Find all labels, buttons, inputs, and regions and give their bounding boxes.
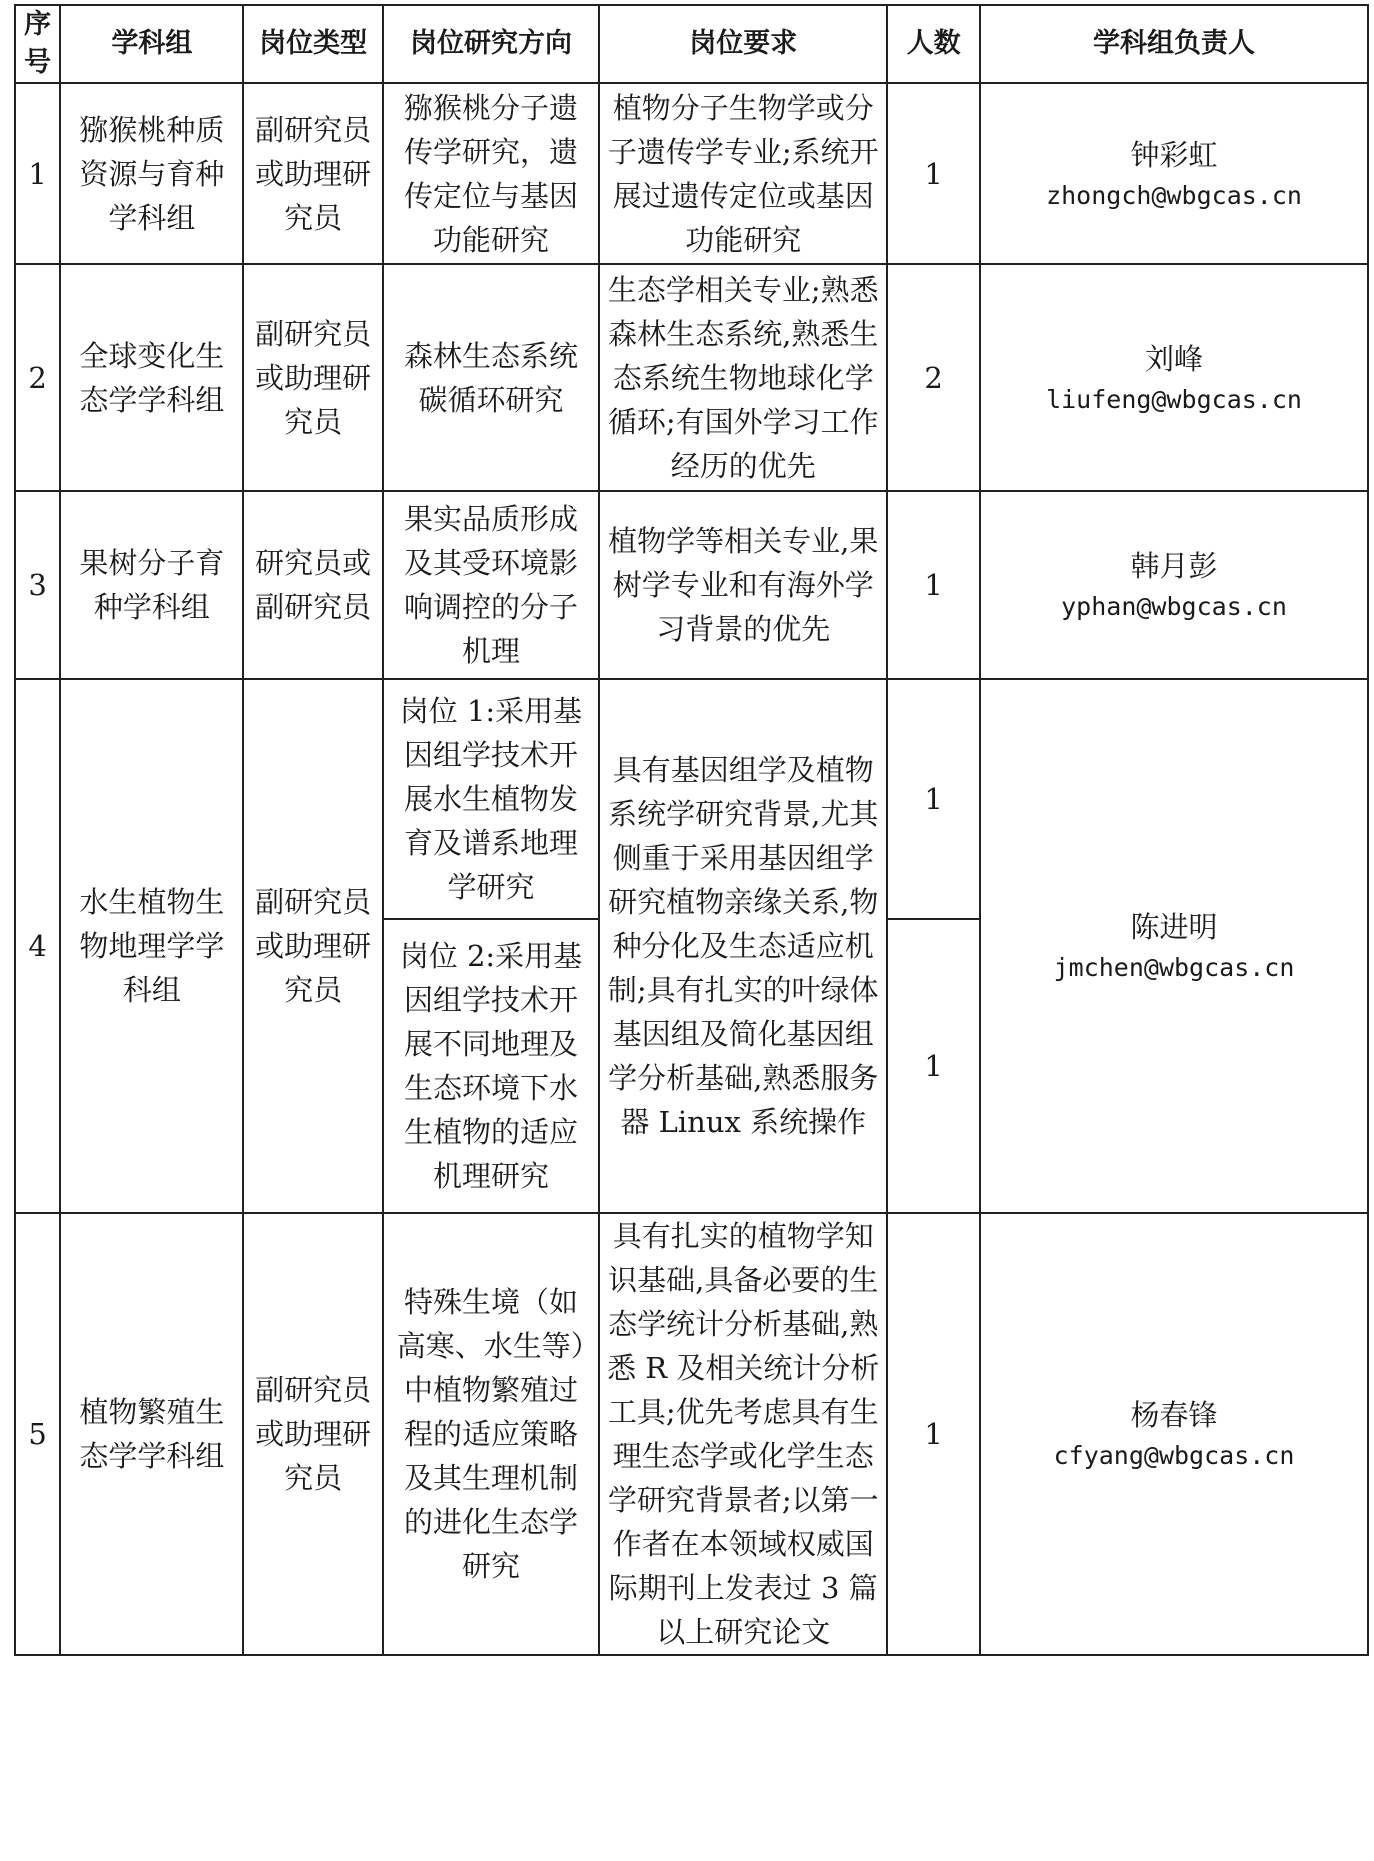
cell-type: 副研究员或助理研究员 <box>243 1213 382 1655</box>
cell-leader <box>980 83 1368 264</box>
table-row <box>15 491 1368 679</box>
cell-count: 1 <box>887 919 980 1213</box>
cell-type: 研究员或副研究员 <box>243 491 382 679</box>
recruitment-table <box>14 4 1369 1656</box>
header-row <box>15 5 1368 83</box>
cell-type: 副研究员或助理研究员 <box>243 83 382 264</box>
table-row <box>15 83 1368 264</box>
leader-name: 钟彩虹 <box>1130 137 1218 172</box>
header-group: 学科组 <box>60 5 243 83</box>
cell-requirement: 具有基因组学及植物系统学研究背景,尤其侧重于采用基因组学研究植物亲缘关系,物种分化及生态适应机制;具有扎实的叶绿体基因组及简化基因组学分析基础,熟悉服务器 Linux 系统操作 <box>599 679 887 1213</box>
leader-email: liufeng@wbgcas.cn <box>1046 384 1302 414</box>
cell-count: 1 <box>887 1213 980 1655</box>
cell-seq: 5 <box>15 1213 60 1655</box>
cell-direction: 果实品质形成及其受环境影响调控的分子机理 <box>383 491 600 679</box>
cell-group: 全球变化生态学学科组 <box>60 264 243 491</box>
cell-requirement: 植物学等相关专业,果树学专业和有海外学习背景的优先 <box>599 491 887 679</box>
cell-requirement: 具有扎实的植物学知识基础,具备必要的生态学统计分析基础,熟悉 R 及相关统计分析工具;优先考虑具有生理生态学或化学生态学研究背景者;以第一作者在本领域权威国际期刊上发表过 3 篇以上研究论文 <box>599 1213 887 1655</box>
cell-seq: 2 <box>15 264 60 491</box>
leader-name: 陈进明 <box>1130 910 1218 944</box>
cell-leader <box>980 491 1368 679</box>
cell-count: 1 <box>887 491 980 679</box>
leader-email: zhongch@wbgcas.cn <box>1046 180 1302 210</box>
header-count: 人数 <box>887 5 980 83</box>
cell-seq: 1 <box>15 83 60 264</box>
cell-direction: 猕猴桃分子遗传学研究，遗传定位与基因功能研究 <box>383 83 600 264</box>
leader-name: 韩月彭 <box>1130 549 1218 583</box>
header-seq: 序号 <box>15 5 60 83</box>
cell-leader <box>980 1213 1368 1655</box>
leader-email: jmchen@wbgcas.cn <box>1053 953 1295 982</box>
cell-direction: 森林生态系统碳循环研究 <box>383 264 600 491</box>
cell-direction: 岗位 1:采用基因组学技术开展水生植物发育及谱系地理学研究 <box>383 679 600 919</box>
cell-requirement: 植物分子生物学或分子遗传学专业;系统开展过遗传定位或基因功能研究 <box>599 83 887 264</box>
table-row <box>15 264 1368 491</box>
cell-seq: 3 <box>15 491 60 679</box>
cell-group: 水生植物生物地理学学科组 <box>60 679 243 1213</box>
cell-direction: 特殊生境（如高寒、水生等）中植物繁殖过程的适应策略及其生理机制的进化生态学研究 <box>383 1213 600 1655</box>
cell-count: 1 <box>887 679 980 919</box>
cell-group: 猕猴桃种质资源与育种学科组 <box>60 83 243 264</box>
header-type: 岗位类型 <box>243 5 382 83</box>
cell-group: 植物繁殖生态学学科组 <box>60 1213 243 1655</box>
table-row <box>15 679 1368 919</box>
cell-direction: 岗位 2:采用基因组学技术开展不同地理及生态环境下水生植物的适应机理研究 <box>383 919 600 1213</box>
header-requirement: 岗位要求 <box>599 5 887 83</box>
cell-seq: 4 <box>15 679 60 1213</box>
header-leader: 学科组负责人 <box>980 5 1368 83</box>
cell-type: 副研究员或助理研究员 <box>243 679 382 1213</box>
leader-email: cfyang@wbgcas.cn <box>1053 1441 1295 1470</box>
leader-name: 杨春锋 <box>1130 1398 1218 1432</box>
cell-leader <box>980 679 1368 1213</box>
cell-count: 2 <box>887 264 980 491</box>
cell-requirement: 生态学相关专业;熟悉森林生态系统,熟悉生态系统生物地球化学循环;有国外学习工作经历的优先 <box>599 264 887 491</box>
table-row <box>15 1213 1368 1655</box>
cell-type: 副研究员或助理研究员 <box>243 264 382 491</box>
cell-count: 1 <box>887 83 980 264</box>
cell-group: 果树分子育种学科组 <box>60 491 243 679</box>
leader-name: 刘峰 <box>1145 341 1204 376</box>
cell-leader <box>980 264 1368 491</box>
header-direction: 岗位研究方向 <box>383 5 600 83</box>
leader-email: yphan@wbgcas.cn <box>1061 592 1287 621</box>
